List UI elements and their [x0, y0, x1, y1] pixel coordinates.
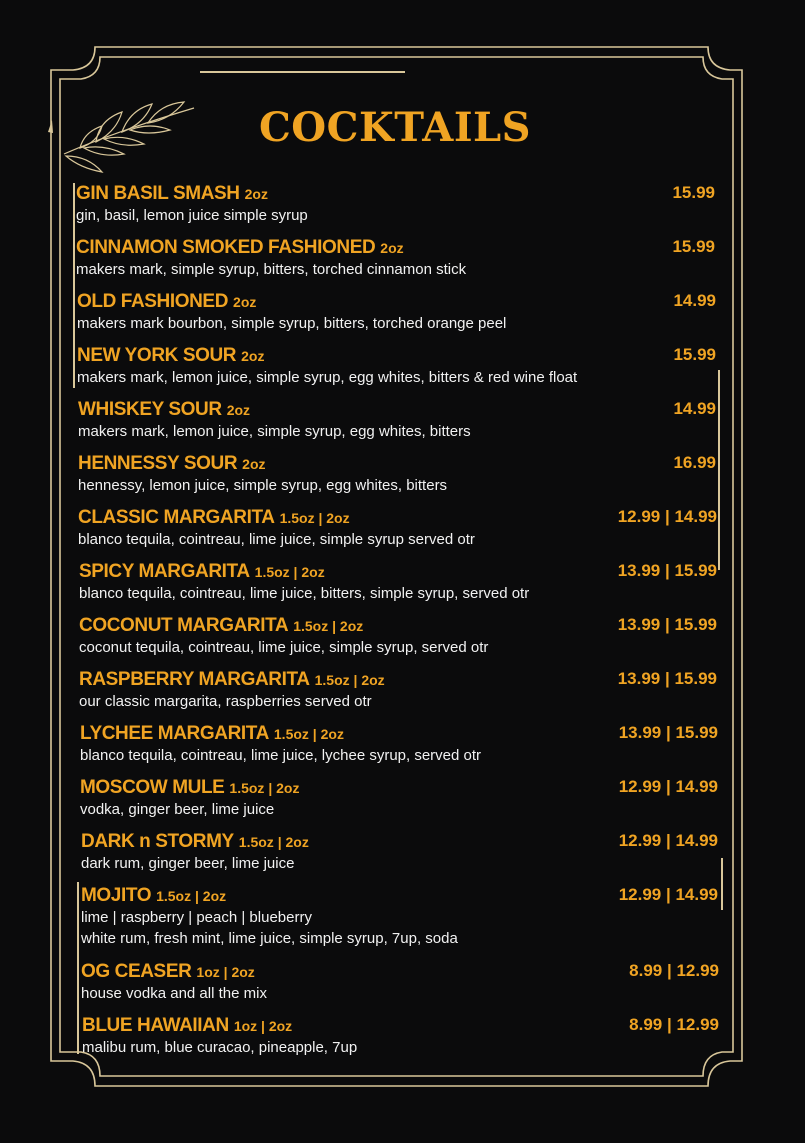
- item-title: HENNESSY SOUR: [78, 453, 238, 474]
- menu-item: [78, 453, 716, 496]
- menu-title: COCKTAILS: [258, 104, 532, 151]
- item-name: [78, 453, 266, 475]
- menu-item: [78, 399, 716, 442]
- menu-item: [79, 669, 717, 712]
- item-description: vodka, ginger beer, lime juice: [80, 801, 275, 818]
- menu-item: [77, 291, 716, 334]
- item-pour-size: 1.5oz | 2oz: [229, 780, 300, 796]
- item-description: white rum, fresh mint, lime juice, simple syrup, 7up, soda: [81, 930, 458, 947]
- item-description: makers mark bourbon, simple syrup, bitters, torched orange peel: [77, 315, 507, 332]
- item-price: 12.99 | 14.99: [617, 507, 717, 526]
- item-name: [76, 237, 404, 259]
- accent-bar: [73, 183, 75, 388]
- menu-item: [76, 237, 715, 280]
- item-name: [77, 291, 256, 313]
- item-description: malibu rum, blue curacao, pineapple, 7up: [82, 1039, 358, 1056]
- item-price: 13.99 | 15.99: [617, 615, 717, 634]
- item-price: 13.99 | 15.99: [617, 561, 717, 580]
- item-title: GIN BASIL SMASH: [76, 183, 240, 204]
- item-price: 12.99 | 14.99: [618, 885, 718, 904]
- item-pour-size: 1.5oz | 2oz: [254, 564, 325, 580]
- item-title: DARK n STORMY: [81, 831, 234, 852]
- item-name: [81, 831, 309, 853]
- item-name: [77, 345, 264, 367]
- item-pour-size: 1.5oz | 2oz: [156, 888, 227, 904]
- item-price: 12.99 | 14.99: [618, 777, 718, 796]
- menu-item: [81, 885, 718, 949]
- item-title: RASPBERRY MARGARITA: [79, 669, 310, 690]
- item-description: makers mark, lemon juice, simple syrup, egg whites, bitters: [78, 423, 471, 440]
- item-title: WHISKEY SOUR: [78, 399, 222, 420]
- item-title: CLASSIC MARGARITA: [78, 507, 275, 528]
- item-pour-size: 1.5oz | 2oz: [314, 672, 385, 688]
- item-price: 15.99: [673, 345, 716, 364]
- item-pour-size: 2oz: [244, 186, 268, 202]
- item-title: LYCHEE MARGARITA: [80, 723, 269, 744]
- item-pour-size: 1.5oz | 2oz: [293, 618, 364, 634]
- menu-item: [77, 345, 716, 388]
- menu-item: [78, 507, 717, 550]
- item-pour-size: 1.5oz | 2oz: [279, 510, 350, 526]
- item-price: 16.99: [673, 453, 716, 472]
- item-price: 12.99 | 14.99: [618, 831, 718, 850]
- item-title: MOSCOW MULE: [80, 777, 225, 798]
- item-price: 14.99: [673, 291, 716, 310]
- item-pour-size: 2oz: [380, 240, 404, 256]
- item-price: 15.99: [672, 183, 715, 202]
- item-price: 14.99: [673, 399, 716, 418]
- menu-item: [79, 615, 717, 658]
- item-description: blanco tequila, cointreau, lime juice, simple syrup served otr: [78, 531, 475, 548]
- menu-item: [82, 1015, 719, 1058]
- menu-item: [80, 777, 718, 820]
- menu-item: [80, 723, 718, 766]
- item-description: hennessy, lemon juice, simple syrup, egg whites, bitters: [78, 477, 448, 494]
- item-description: makers mark, simple syrup, bitters, torched cinnamon stick: [76, 261, 467, 278]
- item-name: [76, 183, 268, 205]
- item-title: NEW YORK SOUR: [77, 345, 237, 366]
- item-description: blanco tequila, cointreau, lime juice, bitters, simple syrup, served otr: [79, 585, 530, 602]
- item-description: dark rum, ginger beer, lime juice: [81, 855, 295, 872]
- accent-bar: [718, 370, 720, 570]
- item-price: 8.99 | 12.99: [629, 961, 719, 980]
- item-name: [80, 777, 299, 799]
- item-description: house vodka and all the mix: [81, 985, 267, 1002]
- menu-item: [81, 831, 718, 874]
- item-title: BLUE HAWAIIAN: [82, 1015, 229, 1036]
- item-price: 15.99: [672, 237, 715, 256]
- item-pour-size: 2oz: [241, 348, 265, 364]
- item-pour-size: 2oz: [233, 294, 257, 310]
- item-title: MOJITO: [81, 885, 152, 906]
- item-name: [79, 615, 363, 637]
- item-name: [78, 507, 350, 529]
- accent-bar: [77, 882, 79, 1054]
- item-pour-size: 2oz: [226, 402, 251, 418]
- item-pour-size: 1.5oz | 2oz: [273, 726, 344, 742]
- menu-item: [79, 561, 717, 604]
- item-title: SPICY MARGARITA: [79, 561, 250, 582]
- item-price: 8.99 | 12.99: [629, 1015, 719, 1034]
- item-name: [82, 1015, 292, 1037]
- item-name: [80, 723, 344, 745]
- item-pour-size: 2oz: [242, 456, 266, 472]
- item-price: 13.99 | 15.99: [617, 669, 717, 688]
- item-pour-size: 1.5oz | 2oz: [238, 834, 309, 850]
- item-title: CINNAMON SMOKED FASHIONED: [76, 237, 376, 258]
- item-description: makers mark, lemon juice, simple syrup, egg whites, bitters & red wine float: [77, 369, 578, 386]
- item-name: [81, 885, 226, 907]
- item-description: gin, basil, lemon juice simple syrup: [76, 207, 308, 224]
- item-name: [79, 669, 385, 691]
- item-description: our classic margarita, raspberries served otr: [79, 693, 372, 710]
- item-pour-size: 1oz | 2oz: [196, 964, 255, 980]
- menu-item: [81, 961, 719, 1004]
- item-name: [78, 399, 250, 421]
- menu-item: [76, 183, 715, 226]
- item-title: OG CEASER: [81, 961, 192, 982]
- item-pour-size: 1oz | 2oz: [233, 1018, 293, 1034]
- item-description: lime | raspberry | peach | blueberry: [81, 909, 312, 926]
- item-title: COCONUT MARGARITA: [79, 615, 289, 636]
- item-description: coconut tequila, cointreau, lime juice, simple syrup, served otr: [79, 639, 489, 656]
- item-title: OLD FASHIONED: [77, 291, 229, 312]
- item-name: [79, 561, 325, 583]
- item-price: 13.99 | 15.99: [618, 723, 718, 742]
- accent-bar: [721, 858, 723, 910]
- item-description: blanco tequila, cointreau, lime juice, lychee syrup, served otr: [80, 747, 482, 764]
- item-name: [81, 961, 255, 983]
